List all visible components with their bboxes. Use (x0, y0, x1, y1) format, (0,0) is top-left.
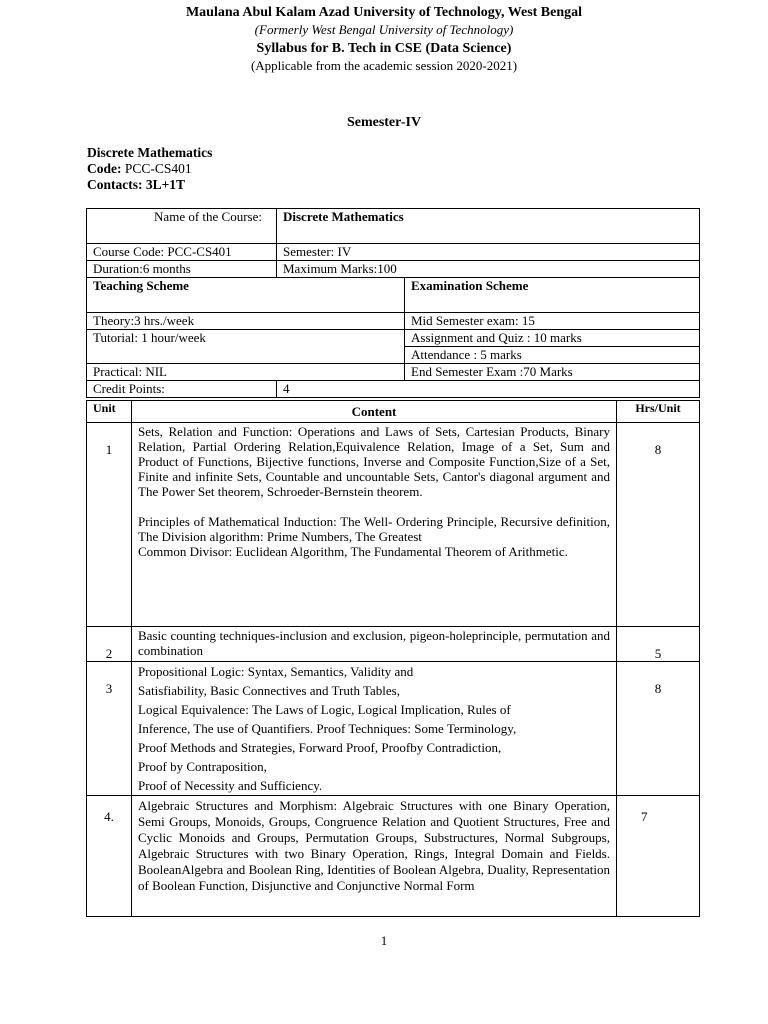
content-line: Satisfiability, Basic Connectives and Truth Tables, (138, 683, 400, 698)
content-line: Propositional Logic: Syntax, Semantics, Validity and (138, 664, 414, 679)
table-row (87, 796, 700, 917)
course-details-table (86, 208, 700, 398)
content-header: Content (132, 401, 617, 423)
max-marks-cell: Maximum Marks:100 (277, 261, 700, 278)
mid-sem-cell: Mid Semester exam: 15 (405, 313, 700, 330)
tutorial-cell: Tutorial: 1 hour/week (87, 330, 405, 364)
assignment-cell: Assignment and Quiz : 10 marks (405, 330, 700, 347)
unit-hours: 5 (617, 627, 700, 662)
content-paragraph: Common Divisor: Euclidean Algorithm, The Fundamental Theorem of Arithmetic. (138, 544, 568, 559)
semester-cell: Semester: IV (277, 244, 700, 261)
hrs-header: Hrs/Unit (617, 401, 700, 423)
content-line: Inference, The use of Quantifiers. Proof Techniques: Some Terminology, (138, 721, 517, 736)
applicable-session: (Applicable from the academic session 2020-2021) (250, 58, 518, 73)
practical-cell: Practical: NIL (87, 364, 405, 381)
exam-scheme-heading: Examination Scheme (405, 278, 700, 313)
course-title: Discrete Mathematics (87, 145, 213, 160)
code-value: PCC-CS401 (124, 161, 192, 176)
theory-cell: Theory:3 hrs./week (87, 313, 405, 330)
table-row (87, 662, 700, 796)
credit-label-cell: Credit Points: (87, 381, 277, 398)
university-name: Maulana Abul Kalam Azad University of Technology, West Bengal (185, 5, 583, 20)
teaching-scheme-heading: Teaching Scheme (87, 278, 405, 313)
content-table (86, 400, 700, 917)
content-line: Proof of Necessity and Sufficiency. (138, 778, 323, 793)
course-code-line (87, 161, 192, 177)
content-line: Proof by Contraposition, (138, 759, 267, 774)
content-line: Proof Methods and Strategies, Forward Proof, Proofby Contradiction, (138, 740, 502, 755)
unit-content: Algebraic Structures and Morphism: Algebraic Structures with one Binary Operation, Semi Groups, Monoids, Groups, Congruence Relation and Quotient Structures, Free and Cyclic Monoids and Groups, Permutation Groups, Substructures, Normal Subgroups, Algebraic Structures with two Binary Operation, Rings, Integral Domain and Fields. BooleanAlgebra and Boolean Ring, Identities of Boolean Algebra, Duality, Representation of Boolean Function, Disjunctive and Conjunctive Normal Form (132, 796, 617, 917)
unit-hours: 8 (617, 662, 700, 796)
course-name-value: Discrete Mathematics (277, 209, 700, 244)
table-row (87, 423, 700, 627)
syllabus-title: Syllabus for B. Tech in CSE (Data Science) (256, 41, 512, 56)
unit-hours: 7 (617, 796, 700, 917)
table-row (87, 627, 700, 662)
course-name-label: Name of the Course: (87, 209, 277, 244)
attendance-cell: Attendance : 5 marks (405, 347, 700, 364)
code-label: Code: (87, 161, 122, 176)
university-formerly: (Formerly West Bengal University of Technology) (254, 22, 514, 37)
unit-number: 3 (87, 662, 132, 796)
end-sem-cell: End Semester Exam :70 Marks (405, 364, 700, 381)
content-paragraph: Sets, Relation and Function: Operations and Laws of Sets, Cartesian Products, Binary Relation, Partial Ordering Relation,Equivalence Relation, Image of a Set, Sum and Product of Functions, Bijective functions, Inverse and Composite Function,Size of a Set, Finite and infinite Sets, Countable and uncountable Sets, Cantor's diagonal argument and The Power Set theorem, Schroeder-Bernstein theorem. (138, 424, 610, 499)
page-number: 1 (380, 933, 388, 948)
contacts-line: Contacts: 3L+1T (87, 177, 186, 192)
duration-cell: Duration:6 months (87, 261, 277, 278)
credit-value-cell: 4 (277, 381, 700, 398)
unit-header: Unit (87, 401, 132, 423)
semester-heading: Semester-IV (346, 115, 422, 130)
unit-number: 1 (87, 423, 132, 627)
content-line: Logical Equivalence: The Laws of Logic, Logical Implication, Rules of (138, 702, 511, 717)
unit-number: 2 (87, 627, 132, 662)
unit-number: 4. (87, 796, 132, 917)
unit-hours: 8 (617, 423, 700, 627)
unit-content (132, 662, 617, 796)
content-paragraph: Principles of Mathematical Induction: The Well- Ordering Principle, Recursive definition, The Division algorithm: Prime Numbers, The Greatest (138, 514, 610, 544)
unit-content: Basic counting techniques-inclusion and exclusion, pigeon-holeprinciple, permutation and combination (132, 627, 617, 662)
unit-content (132, 423, 617, 627)
course-code-cell: Course Code: PCC-CS401 (87, 244, 277, 261)
